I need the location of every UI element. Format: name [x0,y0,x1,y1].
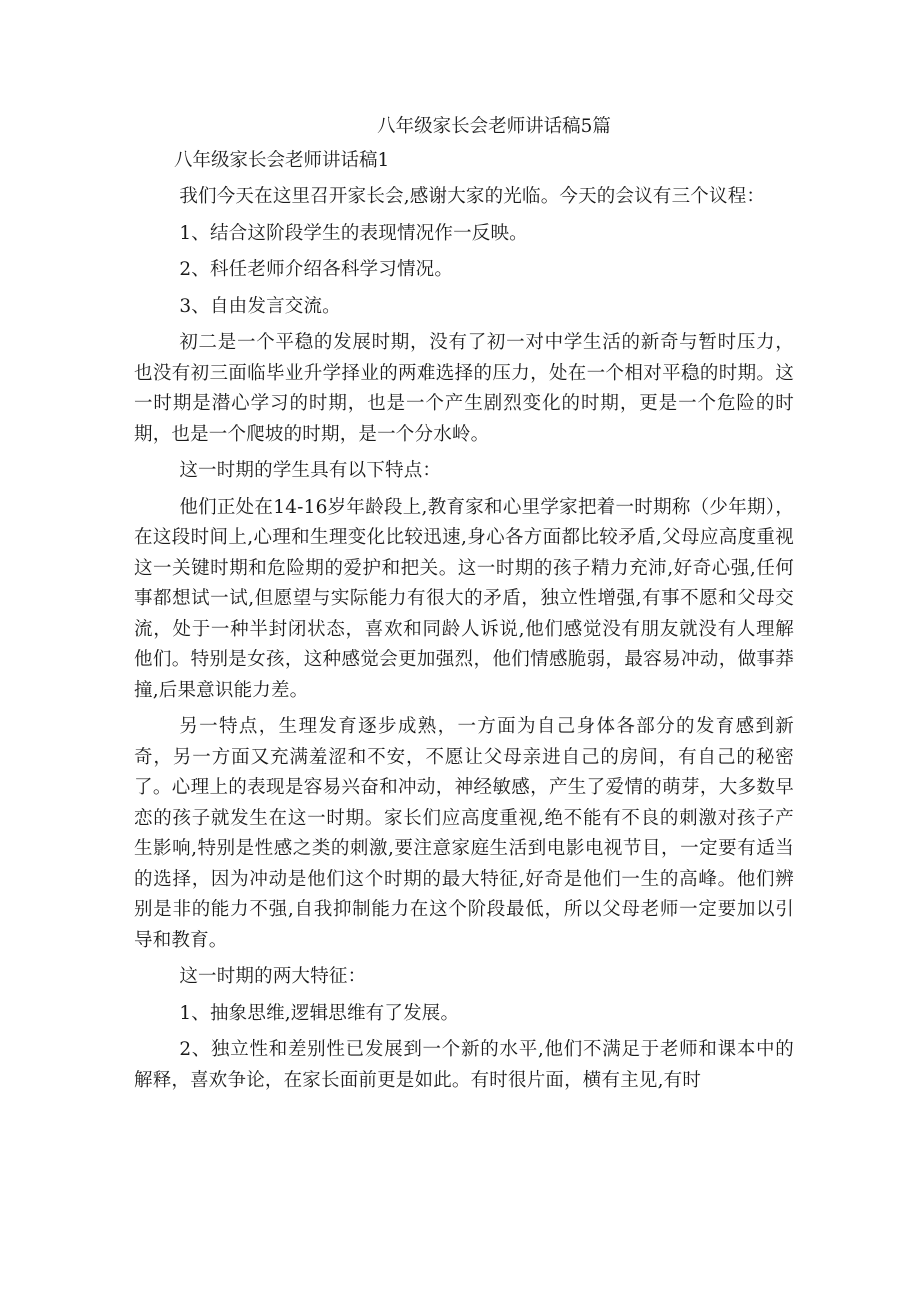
agenda-item-3: 3、自由发言交流。 [179,295,341,317]
paragraph-period: 初二是一个平稳的发展时期，没有了初一对中学生活的新奇与暂时压力，也没有初三面临毕业升学择业的两难选择的压力，处在一个相对平稳的时期。这一时期是潜心学习的时期，也是一个产生剧烈变化的时期，更是一个危险的时期，也是一个爬坡的时期，是一个分水岭。 [134,332,794,445]
paragraph-traits: 他们正处在14-16岁年龄段上,教育家和心里学家把着一时期称（少年期），在这段时间上,心理和生理变化比较迅速,身心各方面都比较矛盾,父母应高度重视这一关键时期和危险期的爱护和把关。这一时期的孩子精力充沛,好奇心强,任何事都想试一试,但愿望与实际能力有很大的矛盾，独立性增强,有事不愿和父母交流，处于一种半封闭状态，喜欢和同龄人诉说,他们感觉没有朋友就没有人理解他们。特别是女孩，这种感觉会更加强烈，他们情感脆弱，最容易冲动，做事莽撞,后果意识能力差。 [134,496,794,701]
feature-item-1: 1、抽象思维,逻辑思维有了发展。 [179,1002,460,1024]
document-title: 八年级家长会老师讲话稿5篇 [377,116,611,137]
agenda-item-2: 2、科任老师介绍各科学习情况。 [179,259,454,280]
paragraph-intro: 我们今天在这里召开家长会,感谢大家的光临。今天的会议有三个议程： [179,186,766,207]
document-body [134,112,794,1096]
paragraph-traits-heading: 这一时期的学生具有以下特点： [179,460,442,481]
feature-item-2: 2、独立性和差别性已发展到一个新的水平,他们不满足于老师和课本中的解释，喜欢争论，在家长面前更是如此。有时很片面，横有主见,有时 [134,1039,794,1091]
paragraph-another-trait: 另一特点，生理发育逐步成熟，一方面为自己身体各部分的发育感到新奇，另一方面又充满羞涩和不安，不愿让父母亲进自己的房间，有自己的秘密了。心理上的表现是容易兴奋和冲动，神经敏感，产生了爱情的萌芽，大多数早恋的孩子就发生在这一时期。家长们应高度重视,绝不能有不良的刺激对孩子产生影响,特别是性感之类的刺激,要注意家庭生活到电影电视节目，一定要有适当的选择，因为冲动是他们这个时期的最大特征,好奇是他们一生的高峰。他们辨别是非的能力不强,自我抑制能力在这个阶段最低，所以父母老师一定要加以引导和教育。 [134,716,794,951]
paragraph-two-features-heading: 这一时期的两大特征： [179,966,367,987]
agenda-item-1: 1、结合这阶段学生的表现情况作一反映。 [179,222,528,244]
section-heading: 八年级家长会老师讲话稿1 [174,150,390,171]
